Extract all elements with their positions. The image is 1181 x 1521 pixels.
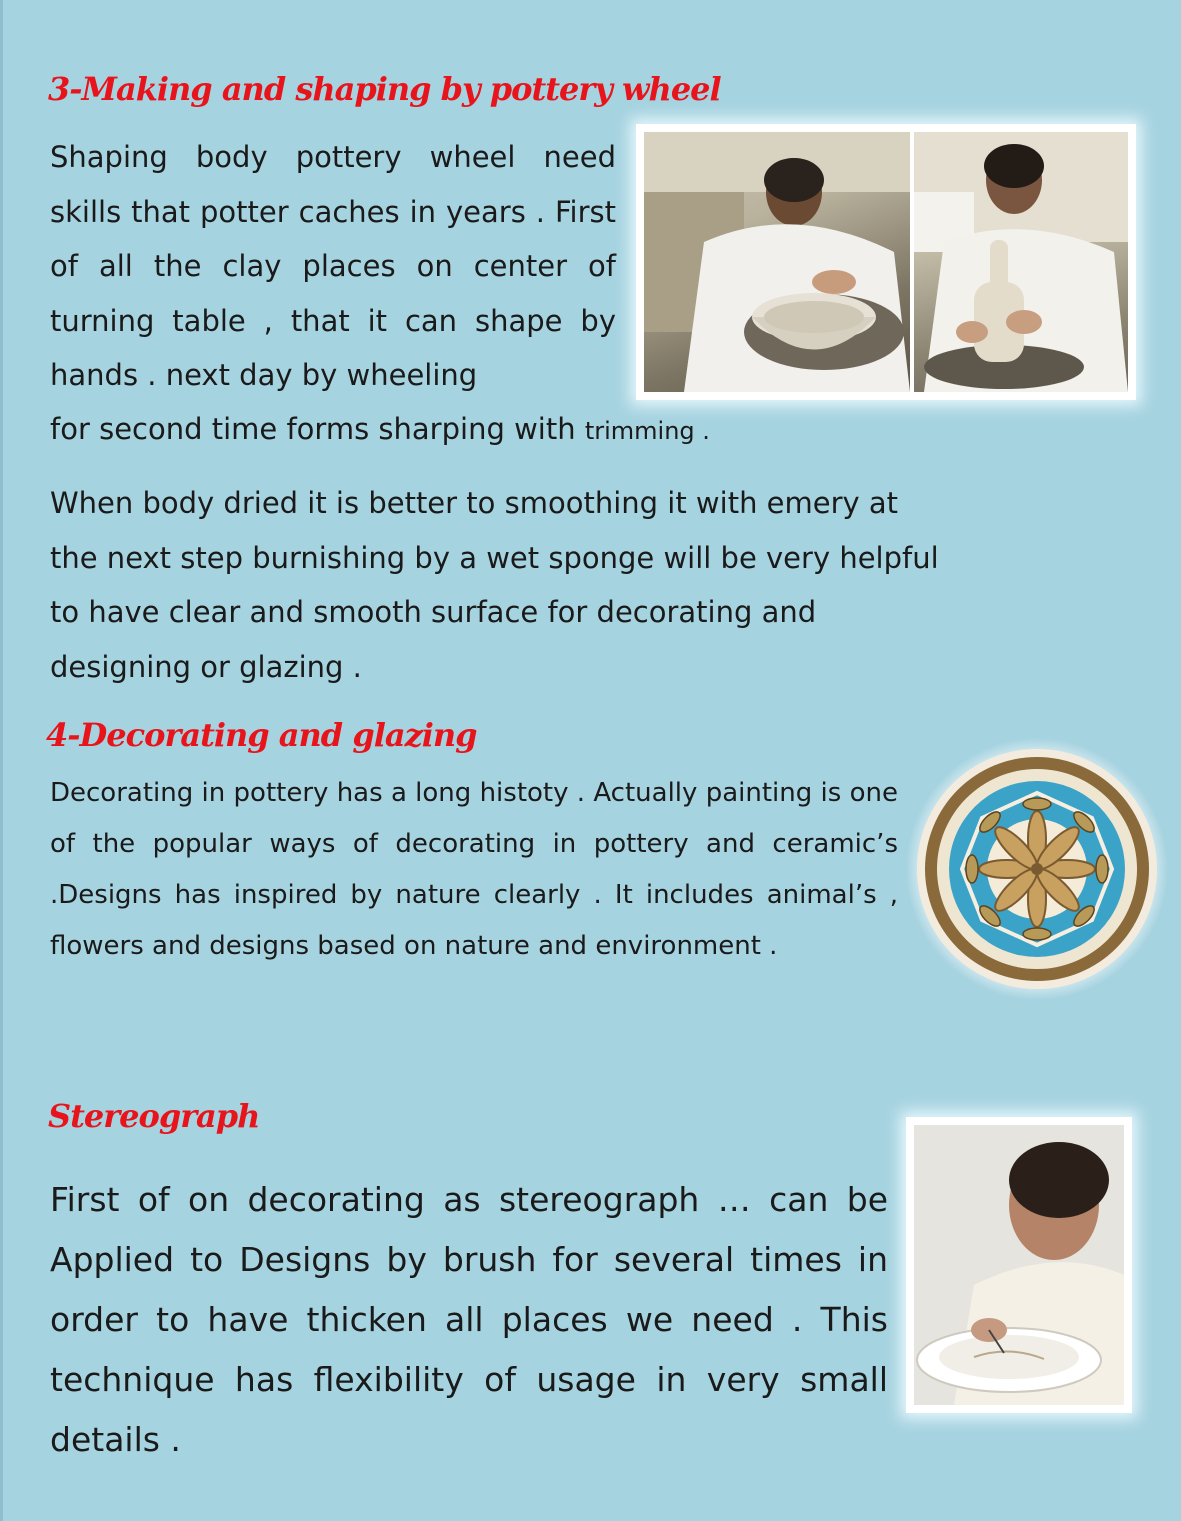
smoothing-paragraph: When body dried it is better to smoothing it with emery at the next step burnishing by a wet sponge will be very helpful to have clear and smooth surface for decorating and designing or glazing . <box>50 486 939 684</box>
section-4-heading: 4-Decorating and glazing <box>46 716 477 754</box>
section-3-paragraph: Shaping body pottery wheel need skills that potter caches in years . First of all the clay places on center of turning table , that it can shape by hands . next day by wheeling <box>50 140 616 392</box>
potter-shaping-bottle-photo <box>914 132 1128 392</box>
stereograph-paragraph: First of on decorating as stereograph … can be Applied to Designs by brush for several times in order to have thicken all places we need . This technique has flexibility of usage in very small details . <box>50 1180 888 1459</box>
stereograph-photo-frame <box>906 1117 1132 1413</box>
section-3-paragraph-end <box>50 402 830 459</box>
decorated-bowl-image <box>902 738 1172 1000</box>
artist-decorating-plate-photo <box>914 1125 1124 1405</box>
potter-shaping-bowl-photo <box>644 132 910 392</box>
section-3-heading: 3-Making and shaping by pottery wheel <box>48 70 721 108</box>
section-3-paragraph-end-main: for second time forms sharping with <box>50 412 585 446</box>
section-3-paragraph-end-small: trimming . <box>584 417 710 445</box>
page-edge-rule <box>0 0 3 1521</box>
stereograph-heading: Stereograph <box>48 1097 260 1135</box>
pottery-wheel-photo-frame <box>636 124 1136 400</box>
section-4-paragraph: Decorating in pottery has a long histoty . Actually painting is one of the popular ways of decorating in pottery and ceramic’s .Designs has inspired by nature clearly . It includes animal’s , flowers and designs based on nature and environment . <box>50 778 898 961</box>
